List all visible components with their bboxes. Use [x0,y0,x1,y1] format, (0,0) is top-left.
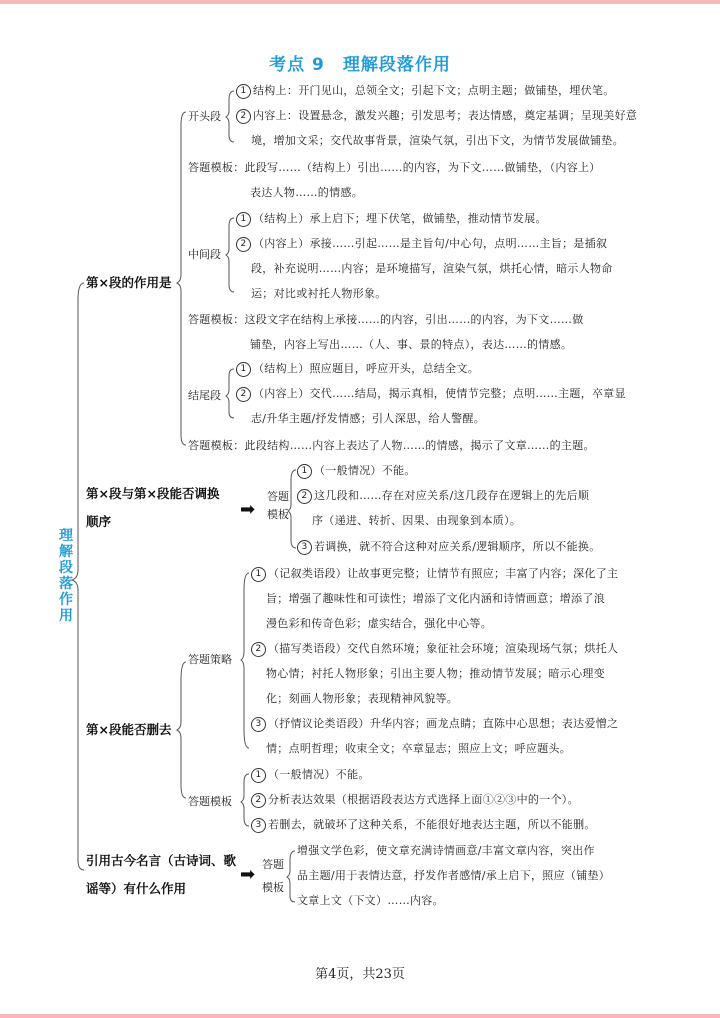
section3-template-item-1: 1 （一般情况）不能。 [251,762,370,787]
strategy-item-3-cont: 情；点明哲理；收束全文；卒章显志；照应上文；呼应题头。 [266,742,572,755]
ending-label: 结尾段 [188,389,221,402]
strategy-item-2-cont1: 物心情；衬托人物形象；引出主要人物；推动情节发展；暗示心理变 [266,667,605,680]
circled-number-icon: 1 [251,768,266,783]
template3-bracket [241,774,249,826]
circled-number-icon: 1 [236,212,251,227]
section1-bracket [177,112,186,445]
circled-number-icon: 3 [251,818,266,833]
section2-item-1: 1 （一般情况）不能。 [297,458,416,483]
section2-item-3: 3 若调换，就不符合这种对应关系/逻辑顺序，所以不能换。 [297,534,601,559]
middle-template-cont: 铺垫，内容上写出……（人、事、景的特点），表达……的情感。 [250,338,573,351]
circled-number-icon: 2 [251,793,266,808]
circled-number-icon: 2 [236,237,251,252]
section4-line-b: 品主题/用于表情达意，抒发作者感情/承上启下，照应（铺垫） [297,869,611,882]
arrow-right-icon: ➡ [240,864,256,885]
title-prefix: 考点 9 [269,55,325,75]
template-label: 答题模板 [188,439,234,452]
template-label: 答题模板 [188,313,234,326]
opening-item-2-cont: 境，增加文采；交代故事背景，渲染气氛，引出下文，为情节发展做铺垫。 [251,134,624,147]
middle-item-2-cont2: 运；对比或衬托人物形象。 [251,287,387,300]
page-footer: 第4页，共23页 [315,967,405,982]
ending-bracket [226,369,234,418]
circled-number-icon: 3 [297,540,312,555]
circled-number-icon: 2 [251,642,266,657]
section2-label-line2: 顺序 [86,514,112,529]
middle-item-2-cont1: 段，补充说明……内容；是环境描写，渲染气氛，烘托心情，暗示人物命 [251,262,613,275]
circled-number-icon: 1 [251,567,266,582]
section3-template-label: 答题模板 [188,795,232,808]
title-main: 理解段落作用 [342,55,451,75]
section4-bracket [287,851,295,902]
section3-template-item-2: 2 分析表达效果（根据语段表达方式选择上面①②③中的一个）。 [251,787,579,812]
section3-label: 第×段能否删去 [86,722,172,737]
strategy-item-1-cont2: 漫色彩和传奇色彩；虚实结合，强化中心等。 [266,617,492,630]
section3-bracket [177,662,186,798]
strategy-item-1-cont1: 旨；增强了趣味性和可读性；增添了文化内涵和诗情画意；增添了浪 [266,592,605,605]
middle-item-2: 2 （内容上）承接……引起……是主旨句/中心句，点明……主旨；是插叙 [236,231,607,256]
section2-item-2: 2 这几段和……存在对应关系/这几段存在逻辑上的先后顺 [297,483,589,508]
section4-label-line2: 谣等）有什么作用 [86,881,187,896]
circled-number-icon: 2 [236,109,251,124]
section4-label-line1: 引用古今名言（古诗词、歌 [86,853,237,868]
circled-number-icon: 1 [297,464,312,479]
strategy-label: 答题策略 [188,653,232,666]
section4-template-label-2: 模板 [262,881,284,894]
circled-number-icon: 1 [236,362,251,377]
strategy-item-2: 2 （描写类语段）交代自然环境；象征社会环境；渲染现场气氛；烘托人 [251,636,618,661]
strategy-item-3: 3 （抒情议论类语段）升华内容；画龙点睛；直陈中心思想；表达爱憎之 [251,711,618,736]
section2-template-label: 答题模板 [267,490,289,521]
circled-number-icon: 3 [251,717,266,732]
section4-template-label-1: 答题 [262,858,284,871]
section2-item-2-cont: 序（递进、转折、因果、由现象到本质）。 [312,514,522,527]
arrow-right-icon: ➡ [240,499,256,520]
middle-template: 答题模板：这段文字在结构上承接……的内容，引出……的内容，为下文……做 [188,313,584,326]
middle-label: 中间段 [188,248,221,261]
circled-number-icon: 2 [236,387,251,402]
middle-bracket [226,218,234,292]
ending-item-2: 2 （内容上）交代……结局，揭示真相，使情节完整；点明……主题，卒章显 [236,381,626,406]
opening-template-cont: 表达人物……的情感。 [250,186,363,199]
section1-label: 第×段的作用是 [86,275,172,290]
circled-number-icon: 2 [297,489,312,504]
ending-item-1: 1 （结构上）照应题目，呼应开头，总结全文。 [236,356,479,381]
root-topic-label: 理解段落作用 [59,528,73,624]
strategy-item-2-cont2: 化；刻画人物形象；表现精神风貌等。 [266,692,459,705]
opening-label: 开头段 [188,110,221,123]
middle-item-1: 1 （结构上）承上启下；埋下伏笔，做铺垫，推动情节发展。 [236,206,547,231]
opening-item-2: 2 内容上：设置悬念，激发兴趣；引发思考；表达情感，奠定基调；呈现美好意 [236,103,637,128]
template-label: 答题模板 [188,161,234,174]
opening-template: 答题模板：此段写……（结构上）引出……的内容，为下文……做铺垫，（内容上） [188,161,601,174]
opening-bracket [226,91,234,142]
circled-number-icon: 1 [236,84,251,99]
strategy-item-1: 1 （记叙类语段）让故事更完整；让情节有照应；丰富了内容；深化了主 [251,561,618,586]
section3-template-item-3: 3 若删去，就破坏了这种关系，不能很好地表达主题，所以不能删。 [251,812,596,837]
opening-item-1: 1 结构上：开门见山，总领全文；引起下文；点明主题；做铺垫，埋伏笔。 [236,78,615,103]
section4-line-c: 文章上文（下文）……内容。 [297,894,444,907]
ending-item-2-cont: 志/升华主题/抒发情感；引人深思，给人警醒。 [251,412,486,425]
strategy-bracket [241,573,249,748]
ending-template: 答题模板：此段结构……内容上表达了人物……的情感，揭示了文章……的主题。 [188,439,595,452]
section4-line-a: 增强文学色彩，使文章充满诗情画意/丰富文章内容，突出作 [297,844,595,857]
section2-label-line1: 第×段与第×段能否调换 [86,486,220,501]
